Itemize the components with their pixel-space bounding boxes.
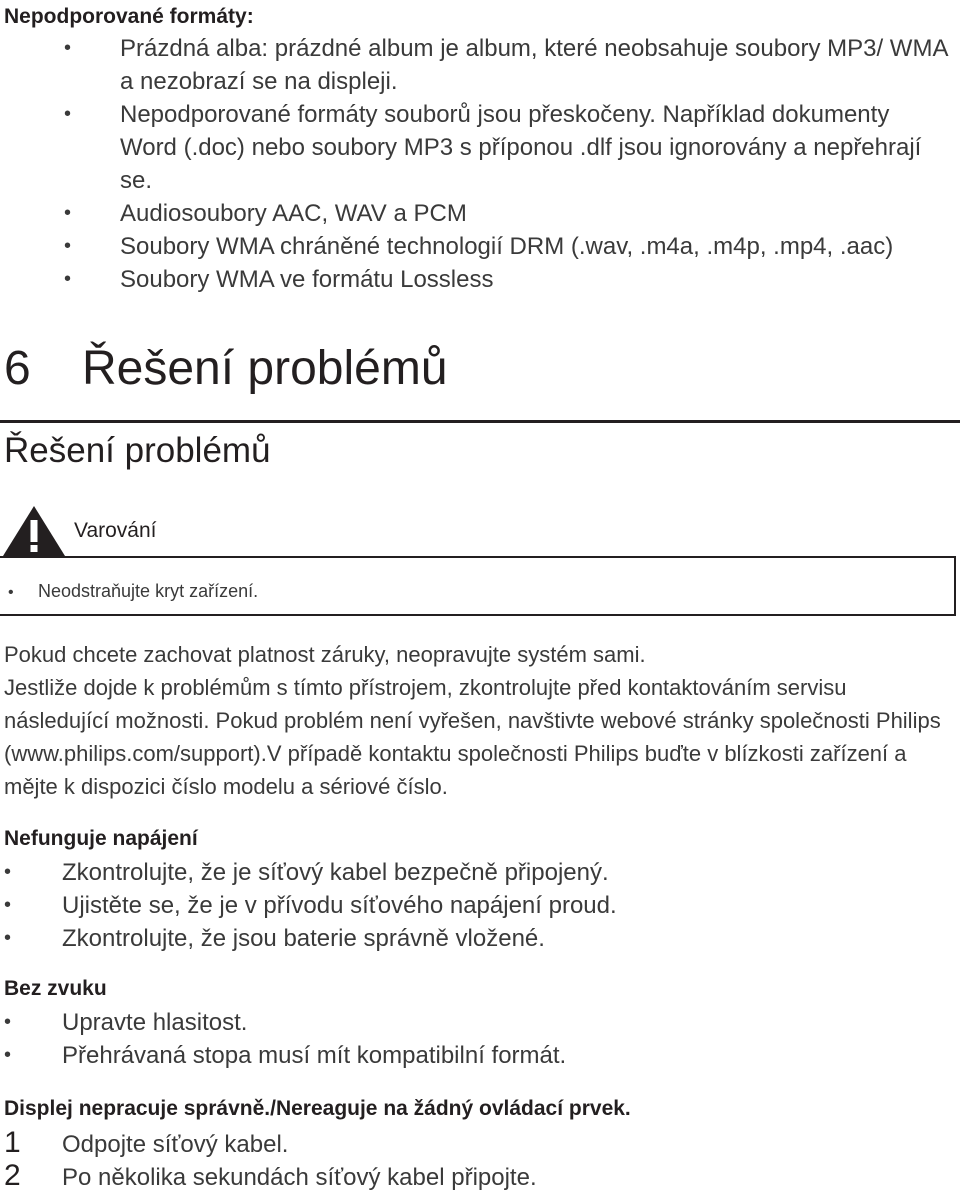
warning-triangle-icon <box>2 505 66 557</box>
no-sound-heading: Bez zvuku <box>4 977 107 1000</box>
bullet: • <box>64 37 72 59</box>
display-heading: Displej nepracuje správně./Nereaguje na žádný ovládací prvek. <box>4 1097 631 1120</box>
list-item-text: Prázdná alba: prázdné album je album, které neobsahuje soubory MP3/ WMA a nezobrazí se na displeji. <box>120 35 948 95</box>
list-item <box>0 98 960 197</box>
bullet: • <box>8 584 14 601</box>
intro-line-warranty: Pokud chcete zachovat platnost záruky, neopravujte systém sami. <box>4 642 646 667</box>
list-item-text: Ujistěte se, že je v přívodu síťového napájení proud. <box>62 892 617 919</box>
display-steps-list <box>0 1128 960 1194</box>
section-heading: Řešení problémů <box>4 431 271 470</box>
list-item <box>0 32 960 98</box>
list-item <box>0 1006 960 1039</box>
list-item <box>0 230 960 263</box>
warning-label: Varování <box>74 519 157 542</box>
bullet: • <box>4 1011 12 1033</box>
intro-line-support: Jestliže dojde k problémům s tímto přístrojem, zkontrolujte před kontaktováním servisu následující možnosti. Pokud problém není vyřešen, navštivte webové stránky společnosti Philips (www.philips.com/support).V případě kontaktu společnosti Philips buďte v blízkosti zařízení a mějte k dispozici číslo modelu a sériové číslo. <box>4 675 941 799</box>
chapter-heading <box>4 336 448 402</box>
warning-header <box>0 503 956 557</box>
no-power-heading: Nefunguje napájení <box>4 827 198 850</box>
list-item-text: Zkontrolujte, že jsou baterie správně vložené. <box>62 925 545 952</box>
bullet: • <box>64 235 72 257</box>
list-item <box>0 922 960 955</box>
bullet: • <box>64 202 72 224</box>
list-item <box>0 263 960 296</box>
step-text: Po několika sekundách síťový kabel připojte. <box>62 1164 537 1191</box>
chapter-title: Řešení problémů <box>82 342 448 395</box>
chapter-number: 6 <box>4 342 31 395</box>
step-item <box>0 1161 960 1194</box>
bullet: • <box>4 1044 12 1066</box>
list-item <box>0 197 960 230</box>
list-item-text: Audiosoubory AAC, WAV a PCM <box>120 200 467 227</box>
bullet: • <box>4 861 12 883</box>
no-power-list <box>0 856 960 955</box>
no-sound-list <box>0 1006 960 1072</box>
bullet: • <box>64 103 72 125</box>
list-item-text: Upravte hlasitost. <box>62 1009 248 1036</box>
intro-paragraph <box>4 638 954 803</box>
bullet: • <box>64 268 72 290</box>
warning-item <box>8 578 258 606</box>
warning-box <box>0 503 956 615</box>
list-item-text: Soubory WMA ve formátu Lossless <box>120 266 494 293</box>
unsupported-formats-list <box>0 32 960 296</box>
list-item <box>0 856 960 889</box>
chapter-divider <box>0 420 960 423</box>
list-item-text: Zkontrolujte, že je síťový kabel bezpečně připojený. <box>62 859 609 886</box>
bullet: • <box>4 894 12 916</box>
step-item <box>0 1128 960 1161</box>
list-item <box>0 889 960 922</box>
step-text: Odpojte síťový kabel. <box>62 1131 289 1158</box>
warning-body <box>0 558 956 616</box>
unsupported-formats-title: Nepodporované formáty: <box>4 5 254 28</box>
bullet: • <box>4 927 12 949</box>
list-item-text: Přehrávaná stopa musí mít kompatibilní formát. <box>62 1042 567 1069</box>
step-number: 2 <box>4 1159 21 1192</box>
list-item <box>0 1039 960 1072</box>
list-item-text: Nepodporované formáty souborů jsou přeskočeny. Například dokumenty Word (.doc) nebo soubory MP3 s příponou .dlf jsou ignorovány a nepřehrají se. <box>120 101 922 194</box>
list-item-text: Soubory WMA chráněné technologií DRM (.wav, .m4a, .m4p, .mp4, .aac) <box>120 233 894 260</box>
step-number: 1 <box>4 1126 21 1159</box>
warning-item-text: Neodstraňujte kryt zařízení. <box>38 581 259 601</box>
